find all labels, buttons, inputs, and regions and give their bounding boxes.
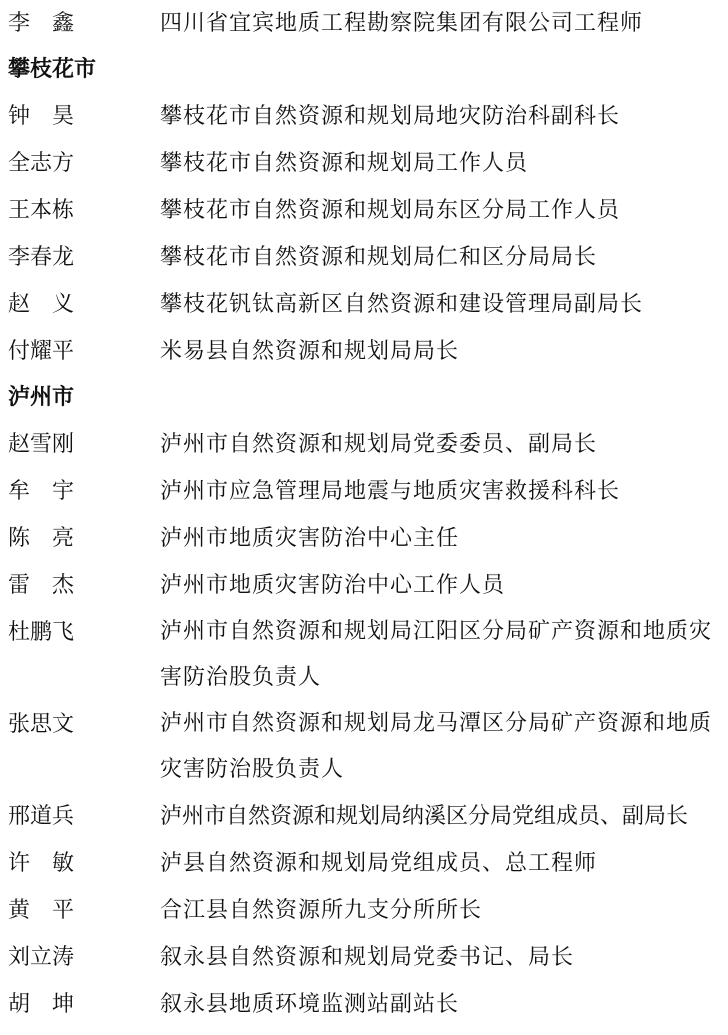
person-name: 邢道兵 [8,804,75,829]
list-item [8,234,728,281]
person-title: 泸州市应急管理局地震与地质灾害救援科科长 [160,479,621,504]
person-title: 合江县自然资源所九支分所所长 [160,898,483,923]
person-name: 杜鹏飞 [8,620,75,645]
person-title: 泸州市自然资源和规划局党委委员、副局长 [160,432,598,457]
section-heading: 泸州市 [8,385,75,410]
person-name: 王本栋 [8,198,75,223]
person-name: 黄 平 [8,898,75,923]
list-item [8,328,728,375]
list-item [8,701,728,793]
person-name: 李 鑫 [8,11,75,36]
list-item [8,468,728,515]
person-name: 胡 坤 [8,992,75,1017]
list-item [8,793,728,840]
person-title: 泸县自然资源和规划局党组成员、总工程师 [160,851,598,876]
person-name: 全志方 [8,151,75,176]
list-item [8,0,728,47]
person-name: 付耀平 [8,339,75,364]
person-title: 攀枝花市自然资源和规划局工作人员 [160,151,529,176]
person-name: 钟 昊 [8,104,75,129]
person-name: 陈 亮 [8,526,75,551]
person-title: 泸州市自然资源和规划局龙马潭区分局矿产资源和地质灾害防治股负责人 [160,711,713,782]
section-heading: 攀枝花市 [8,57,97,82]
person-title: 泸州市地质灾害防治中心工作人员 [160,573,506,598]
person-title: 泸州市自然资源和规划局江阳区分局矿产资源和地质灾害防治股负责人 [160,619,713,690]
person-name: 赵 义 [8,292,75,317]
list-item [8,934,728,981]
list-item [8,981,728,1028]
list-item [8,187,728,234]
person-name: 赵雪刚 [8,432,75,457]
list-item [8,281,728,328]
list-item [8,562,728,609]
list-item [8,609,728,701]
person-name: 张思文 [8,712,75,737]
list-item [8,93,728,140]
list-item [8,515,728,562]
person-title: 攀枝花市自然资源和规划局仁和区分局局长 [160,245,598,270]
person-name: 李春龙 [8,245,75,270]
list-item [8,840,728,887]
list-item [8,421,728,468]
list-item [8,140,728,187]
person-title: 泸州市地质灾害防治中心主任 [160,526,460,551]
person-name: 刘立涛 [8,945,75,970]
person-title: 攀枝花钒钛高新区自然资源和建设管理局副局长 [160,292,644,317]
person-name: 牟 宇 [8,479,75,504]
person-name: 许 敏 [8,851,75,876]
person-title: 叙永县自然资源和规划局党委书记、局长 [160,945,575,970]
person-title: 叙永县地质环境监测站副站长 [160,992,460,1017]
person-name: 雷 杰 [8,573,75,598]
list-item [8,887,728,934]
person-title: 四川省宜宾地质工程勘察院集团有限公司工程师 [160,11,644,36]
person-title: 攀枝花市自然资源和规划局东区分局工作人员 [160,198,621,223]
person-title: 攀枝花市自然资源和规划局地灾防治科副科长 [160,104,621,129]
person-title: 米易县自然资源和规划局局长 [160,339,460,364]
person-title: 泸州市自然资源和规划局纳溪区分局党组成员、副局长 [160,804,689,829]
